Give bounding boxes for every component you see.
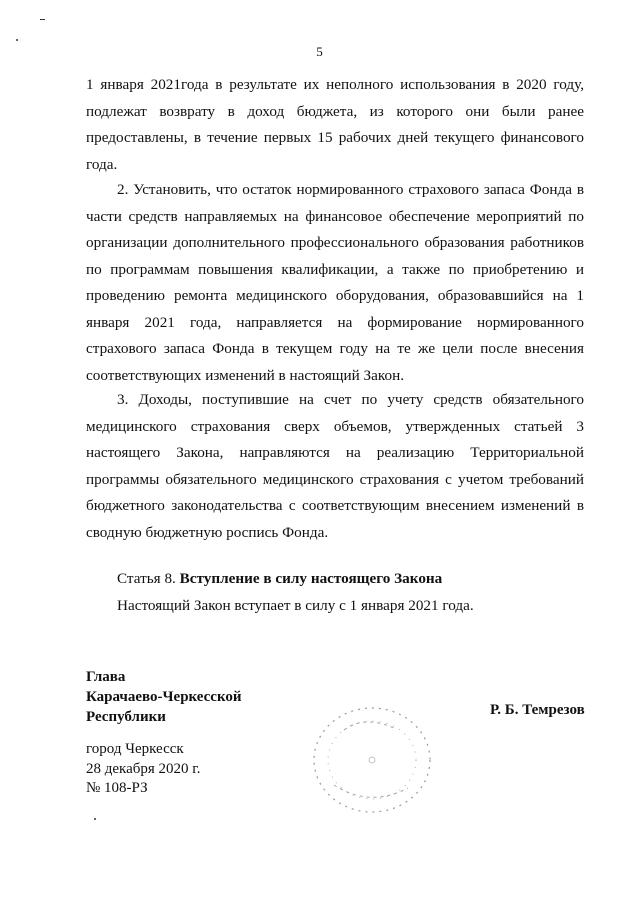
article-heading [117,566,442,592]
scan-speck [94,818,96,820]
article-number: Статья 8. [117,570,176,587]
article-text: Настоящий Закон вступает в силу с 1 января 2021 года. [117,597,474,614]
paragraph-item-2: 2. Установить, что остаток нормированного страхового запаса Фонда в части средств направляемых на финансовое обеспечение мероприятий по организации дополнительного профессионального образования работников по программам повышения квалификации, а также по приобретению и проведению ремонта медицинского оборудования, образовавшийся на 1 января 2021 года, направляется на формирование нормированного страхового запаса Фонда в текущем году на те же цели после внесения соответствующих изменений в настоящий Закон. [86,181,584,384]
signature-title-line: Глава [86,669,126,685]
page-number: 5 [316,44,323,59]
scan-speck [40,19,45,20]
article-title: Вступление в силу настоящего Закона [179,570,443,587]
issue-details [86,740,201,799]
signature-title [86,667,242,727]
official-seal-stamp [304,700,444,820]
signature-title-line: Карачаево-Черкесской [86,689,242,705]
paragraph-item-3: 3. Доходы, поступившие на счет по учету средств обязательного медицинского страхования сверх объемов, утвержденных статьей 3 настоящего Закона, направляются на реализацию Территориальной программы обязательного медицинского страхования с учетом требований бюджетного законодательства с соответствующим внесением изменений в сводную бюджетную роспись Фонда. [86,391,584,541]
signer-name: Р. Б. Темрезов [490,702,585,718]
scan-speck [16,39,18,41]
issue-number: № 108-РЗ [86,780,148,796]
issue-date: 28 декабря 2020 г. [86,760,201,777]
paragraph-continuation: 1 января 2021года в результате их неполного использования в 2020 году, подлежат возврату в доход бюджета, из которого они были ранее предоставлены, в течение первых 15 рабочих дней текущего финансового года. [86,76,584,173]
issue-place: город Черкесск [86,741,184,757]
signature-title-line: Республики [86,709,166,725]
